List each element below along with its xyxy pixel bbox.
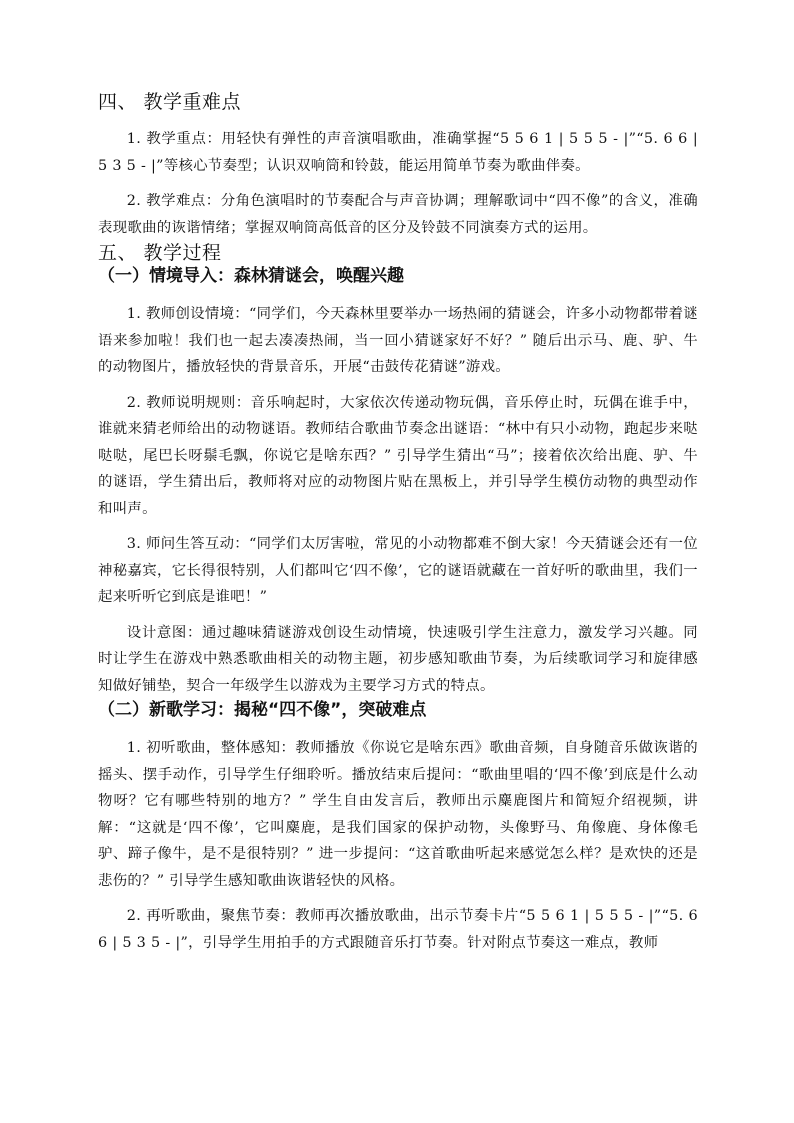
section-heading-teaching-process: 五、 教学过程 [98, 242, 222, 264]
paragraph-intro-step-1: 1. 教师创设情境：“同学们，今天森林里要举办一场热闹的猜谜会，许多小动物都带着谜语来参加啦！我们也一起去凑凑热闹，当一回小猜谜家好不好？” 随后出示马、鹿、驴、牛的动物图片，播放轻快的背景音乐，开展“击鼓传花猜谜”游戏。 [98, 306, 698, 375]
paragraph-design-intent: 设计意图：通过趣味猜谜游戏创设生动情境，快速吸引学生注意力，激发学习兴趣。同时让学生在游戏中熟悉歌曲相关的动物主题，初步感知歌曲节奏，为后续歌词学习和旋律感知做好铺垫，契合一年级学生以游戏为主要学习方式的特点。 [98, 624, 698, 694]
subsection-heading-situation-intro: （一）情境导入：森林猜谜会，唤醒兴趣 [98, 266, 404, 286]
paragraph-song-step-2: 2. 再听歌曲，聚焦节奏：教师再次播放歌曲，出示节奏卡片“5 5 6 1 | 5 5 5 - |”“5. 6 6 | 5 3 5 - |”，引导学生用拍手的方式跟随音乐打节奏。针对附点节奏这一难点，教师 [98, 908, 698, 951]
paragraph-song-step-1: 1. 初听歌曲，整体感知：教师播放《你说它是啥东西》歌曲音频，自身随音乐做诙谐的摇头、摆手动作，引导学生仔细聆听。播放结束后提问：“歌曲里唱的‘四不像’到底是什么动物呀？它有哪些特别的地方？” 学生自由发言后，教师出示麋鹿图片和简短介绍视频，讲解：“这就是‘四不像’，它叫麋鹿，是我们国家的保护动物，头像野马、角像鹿、身体像毛驴、蹄子像牛，是不是很特别？” 进一步提问：“这首歌曲听起来感觉怎么样？是欢快的还是悲伤的？” 引导学生感知歌曲诙谐轻快的风格。 [98, 740, 698, 889]
paragraph-teaching-difficulty: 2. 教学难点：分角色演唱时的节奏配合与声音协调；理解歌词中“四不像”的含义，准确表现歌曲的诙谐情绪；掌握双响筒高低音的区分及铃鼓不同演奏方式的运用。 [98, 193, 698, 236]
paragraph-intro-step-2: 2. 教师说明规则：音乐响起时，大家依次传递动物玩偶，音乐停止时，玩偶在谁手中，谁就来猜老师给出的动物谜语。教师结合歌曲节奏念出谜语：“林中有只小动物，跑起步来哒哒哒，尾巴长呀鬃毛飘，你说它是啥东西？” 引导学生猜出“马”；接着依次给出鹿、驴、牛的谜语，学生猜出后，教师将对应的动物图片贴在黑板上，并引导学生模仿动物的典型动作和叫声。 [98, 394, 698, 517]
document-page [98, 90, 698, 956]
paragraph-teaching-focus: 1. 教学重点：用轻快有弹性的声音演唱歌曲，准确掌握“5 5 6 1 | 5 5 5 - |”“5. 6 6 | 5 3 5 - |”等核心节奏型；认识双响筒和铃鼓，能运用简单节奏为歌曲伴奏。 [98, 131, 698, 174]
section-heading-key-points: 四、 教学重难点 [98, 91, 242, 113]
subsection-heading-new-song: （二）新歌学习：揭秘“四不像”，突破难点 [98, 700, 427, 720]
paragraph-intro-step-3: 3. 师问生答互动：“同学们太厉害啦，常见的小动物都难不倒大家！今天猜谜会还有一位神秘嘉宾，它长得很特别，人们都叫它‘四不像’，它的谜语就藏在一首好听的歌曲里，我们一起来听听它到底是谁吧！” [98, 536, 698, 605]
